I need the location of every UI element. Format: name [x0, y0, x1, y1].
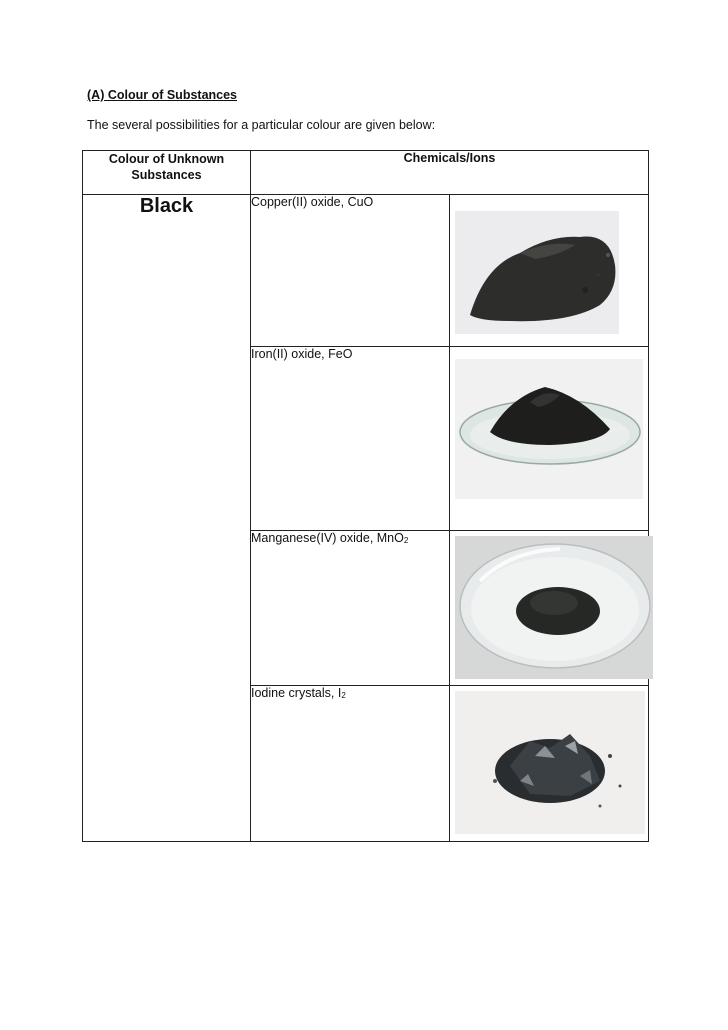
iodine-crystals-photo [450, 686, 649, 842]
section-title: (A) Colour of Substances [87, 88, 238, 102]
manganese-oxide-on-watch-glass-photo [450, 531, 649, 686]
intro-text: The several possibilities for a particular colour are given below: [87, 118, 436, 132]
colour-label: Black [139, 195, 194, 217]
iron-oxide-on-watch-glass-photo [450, 347, 649, 531]
chemical-name: Iodine crystals, $I_2$ [251, 686, 450, 842]
header-chemicals: Chemicals/Ions [251, 151, 649, 195]
chemical-name: Copper(II) oxide, CuO [251, 195, 450, 347]
chemical-name: Iron(II) oxide, FeO [251, 347, 450, 531]
colour-table [82, 150, 649, 842]
header-colour: Colour of Unknown Substances [83, 151, 251, 195]
chemical-name: Manganese(IV) oxide, MnO$_2$ [251, 531, 450, 686]
table-row [83, 195, 649, 347]
colour-cell [83, 195, 251, 842]
table-header-row [83, 151, 649, 195]
copper-oxide-powder-photo [450, 195, 649, 347]
